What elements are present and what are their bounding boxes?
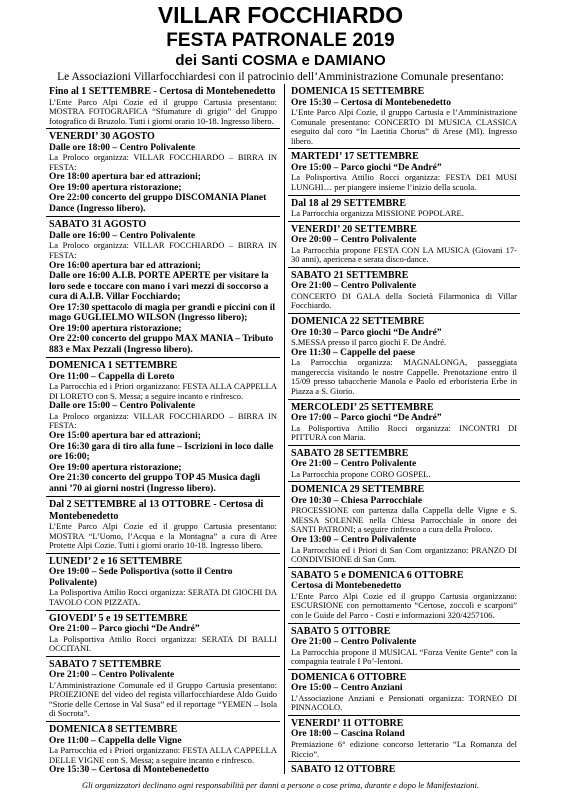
event-time-place: Ore 19:00 – Sede Polisportiva (sotto il Centro Polivalente): [49, 567, 233, 588]
event-date: SABATO 7 SETTEMBRE: [49, 658, 162, 670]
event-description: L’Ente Parco Alpi Cozie ed il gruppo Cartusia presentano: MOSTRA “L’Uomo, l’Acqua e la Montagna” a cura di Aree Protette Alpi Cozie. Tutti i giorni orario 10-18. Ingresso libero.: [49, 521, 277, 551]
event-time-place: Ore 15:00 – Parco giochi “De André”: [291, 162, 442, 173]
event-section: [46, 129, 280, 217]
event-section: [288, 196, 520, 222]
event-time-place: Dalle ore 15:00 – Centro Polivalente: [49, 401, 196, 412]
event-description: PROCESSIONE con partenza dalla Cappella delle Vigne e S. MESSA SOLENNE nella Chiesa Parrocchiale in onore dei SANTI PATRONI; a seguire rinfresco a cura della Proloco.: [291, 505, 517, 535]
event-date: Dal 18 al 29 SETTEMBRE: [291, 197, 407, 209]
event-description: La Polisportiva Attilio Rocci organizza: SERATA DI BALLI OCCITANI.: [49, 633, 277, 654]
event-description: L’Ente Parco Alpi Cozie ed il gruppo Cartusia presentano: MOSTRA FOTOGRAFICA “Sfumature di grigio” del Gruppo fotografico di Bruzolo. Tutti i giorni orario 10-18. Ingresso libero.: [49, 96, 277, 126]
event-description: La Polisportiva Attilio Rocci organizza: FESTA DEI MUSI LUNGHI… per piangere insieme l’inizio della scuola.: [291, 172, 517, 192]
event-section: [288, 222, 520, 268]
event-description: CONCERTO DI GALA della Società Filarmonica di Villar Focchiardo.: [291, 290, 517, 311]
event-section: [288, 446, 520, 483]
event-time-place: Ore 13:00 – Centro Polivalente: [291, 535, 417, 546]
event-description: La Parrocchia ed i Priori organizzano: FESTA ALLA CAPPELLA DI LORETO con S. Messa; a seguire incanto e rinfresco.: [49, 381, 277, 401]
event-section: [288, 268, 520, 314]
event-date: VENERDI’ 30 AGOSTO: [49, 131, 155, 143]
event-description: La Parrocchia organizza MISSIONE POPOLARE.: [291, 208, 464, 219]
event-section: [46, 611, 280, 657]
poster-subtitle: FESTA PATRONALE 2019: [166, 30, 395, 51]
event-date: DOMENICA 6 OTTOBRE: [291, 671, 407, 683]
event-description: L’Ente Parco Alpi Cozie, il gruppo Cartusia e l’Amministrazione Comunale presentano: CONCERTO DI MUSICA CLASSICA eseguito dal coro “In Laetitia Chorus” di Arese (MI). Ingresso libero.: [291, 107, 517, 146]
event-time-place: Ore 15:00 – Centro Anziani: [291, 683, 403, 694]
event-time-place: Ore 15:00 apertura bar ed attrazioni;: [49, 431, 201, 442]
event-time-place: Certosa di Montebenedetto: [291, 581, 402, 592]
event-section: [288, 762, 520, 775]
event-date: Fino al 1 SETTEMBRE - Certosa di Montebenedetto: [49, 86, 276, 97]
event-date: VENERDI’ 11 OTTOBRE: [291, 717, 404, 729]
event-section: [288, 670, 520, 716]
event-time-place: Ore 22:00 concerto del gruppo DISCOMANIA Planet Dance (Ingresso libero).: [49, 193, 267, 214]
event-time-place: Ore 16:30 gara di tiro alla fune – Iscrizioni in loco dalle ore 16:00;: [49, 441, 274, 463]
event-date: MERCOLEDI’ 25 SETTEMBRE: [291, 401, 434, 413]
event-time-place: Ore 16:00 apertura bar ed attrazioni;: [49, 260, 201, 271]
event-section: [46, 722, 280, 775]
event-date: DOMENICA 29 SETTEMBRE: [291, 484, 425, 496]
event-section: [288, 482, 520, 567]
event-date: DOMENICA 15 SETTEMBRE: [291, 86, 425, 97]
event-section: [288, 84, 520, 149]
event-description: La Parrocchia organizza: MAGNALONGA, passeggiata mangereccia visitando le nostre Cappelle. Prenotazione entro il 15/09 presso tabaccherie Manola e Paolo ed erboristeria Erbe in Piazza a S. Giorio.: [291, 357, 517, 396]
disclaimer: Gli organizzatori declinano ogni responsabilità per danni a persone o cose prima, durante e dopo le Manifestazioni.: [82, 780, 479, 790]
event-section: [46, 217, 280, 358]
event-date: DOMENICA 8 SETTEMBRE: [49, 724, 178, 736]
event-time-place: Ore 22:00 concerto del gruppo MAX MANIA – Tributo 883 e Max Pezzali (Ingresso libero).: [49, 334, 274, 355]
event-time-place: Ore 21:00 – Centro Polivalente: [291, 637, 417, 648]
event-time-place: Ore 20:00 – Centro Polivalente: [291, 235, 417, 246]
event-time-place: Dalle ore 16:00 – Centro Polivalente: [49, 230, 196, 241]
event-time-place: Ore 19:00 apertura ristorazione;: [49, 462, 182, 473]
event-time-place: Ore 15:30 – Certosa di Montebenedetto: [49, 765, 209, 775]
event-time-place: Ore 10:30 – Chiesa Parrocchiale: [291, 495, 423, 506]
event-time-place: Ore 17:00 – Parco giochi “De André”: [291, 413, 442, 423]
event-description: S.MESSA presso il parco giochi F. De André.: [291, 337, 447, 348]
event-time-place: Ore 17:30 spettacolo di magia per grandi e piccini con il mago GUGLIELMO WILSON (Ingresso libero);: [49, 302, 276, 324]
column-divider: [284, 84, 285, 774]
event-time-place: Ore 21:00 – Parco giochi “De André”: [49, 624, 200, 634]
poster-saints: dei Santi COSMA e DAMIANO: [175, 52, 386, 69]
event-time-place: Ore 19:00 apertura ristorazione;: [49, 182, 182, 193]
event-date: MARTEDI’ 17 SETTEMBRE: [291, 151, 419, 163]
poster-intro: Le Associazioni Villarfocchiardesi con il patrocinio dell’Amministrazione Comunale presentano:: [57, 71, 504, 83]
event-time-place: Ore 18:00 apertura bar ed attrazioni;: [49, 172, 201, 183]
event-description: La Polisportiva Attilio Rocci organizza: SERATA DI GIOCHI DA TAVOLO CON PIZZATA.: [49, 587, 277, 607]
event-description: L’Associazione Anziani e Pensionati organizza: TORNEO DI PINNACOLO.: [291, 692, 517, 713]
event-date: SABATO 5 OTTOBRE: [291, 625, 391, 637]
event-date: SABATO 21 SETTEMBRE: [291, 269, 409, 281]
event-time-place: Ore 21:00 – Centro Polivalente: [291, 459, 417, 470]
poster-title: VILLAR FOCCHIARDO: [157, 2, 404, 28]
event-section: [288, 149, 520, 195]
event-description: La Proloco organizza: VILLAR FOCCHIARDO – BIRRA IN FESTA:: [49, 152, 277, 172]
event-time-place: Ore 18:00 – Cascina Roland: [291, 729, 405, 740]
event-description: La Proloco organizza: VILLAR FOCCHIARDO – BIRRA IN FESTA:: [49, 410, 277, 431]
event-date: DOMENICA 1 SETTEMBRE: [49, 360, 178, 372]
event-time-place: Ore 11:00 – Cappella delle Vigne: [49, 735, 182, 746]
left-column: [46, 84, 280, 775]
event-section: [288, 568, 520, 624]
event-date: SABATO 31 AGOSTO: [49, 219, 147, 231]
event-date: SABATO 12 OTTOBRE: [291, 764, 396, 775]
event-description: Premiazione 6° edizione concorso letterario “La Romanza del Riccio”.: [291, 738, 517, 759]
event-description: La Polisportiva Attilio Rocci organizza: INCONTRI DI PITTURA con Maria.: [291, 422, 517, 443]
event-section: [46, 497, 280, 554]
event-description: L’Ente Parco Alpi Cozie ed il gruppo Cartusia organizzano: ESCURSIONE con pernottamento “Certose, zoccoli e scarponi” con le Guide del Parco - Costi e informazioni 320/4257106.: [291, 590, 517, 620]
event-section: [288, 400, 520, 446]
event-description: La Parrocchia ed i Priori di San Com organizzano: PRANZO DI CONDIVISIONE di San Com.: [291, 544, 517, 565]
event-date: VENERDI’ 20 SETTEMBRE: [291, 223, 417, 235]
event-description: La Parrocchia propone CORO GOSPEL.: [291, 468, 431, 479]
event-time-place: Ore 21:00 – Centro Polivalente: [49, 670, 175, 681]
event-time-place: Ore 11:30 – Cappelle del paese: [291, 347, 416, 358]
event-time-place: Ore 15:30 – Certosa di Montebenedetto: [291, 97, 451, 108]
event-section: [46, 657, 280, 722]
event-description: L’Amministrazione Comunale ed il Gruppo Cartusia presentano: PROIEZIONE del video del regista villarfocchiardese Aldo Guido “Storie delle Certose in Val Susa” ed il reportage “YEMEN – Isola di Socrota”.: [49, 679, 277, 719]
event-time-place: Ore 11:00 – Cappella di Loreto: [49, 371, 175, 382]
event-date: SABATO 5 e DOMENICA 6 OTTOBRE: [291, 569, 464, 581]
event-date: LUNEDI’ 2 e 16 SETTEMBRE: [49, 555, 183, 567]
event-section: [288, 624, 520, 670]
event-section: [46, 554, 280, 611]
event-description: La Parrocchia ed i Priori organizzano: FESTA ALLA CAPPELLA DELLE VIGNE con S. Messa; a seguire incanto e rinfresco.: [49, 745, 277, 765]
event-section: [46, 84, 280, 129]
event-time-place: Dalle ore 16:00 A.I.B. PORTE APERTE per visitare la loro sede e toccare con mano i vari mezzi di soccorso a cura di A.I.B. Villar Focchiardo;: [49, 271, 269, 303]
event-time-place: Ore 21:00 – Centro Polivalente: [291, 281, 417, 292]
event-description: La Parrocchia propone il MUSICAL “Forza Venite Gente” con la compagnia teatrale I Po’-lentoni.: [291, 646, 517, 667]
event-time-place: Ore 10:30 – Parco giochi “De André”: [291, 327, 442, 338]
event-date: Dal 2 SETTEMBRE al 13 OTTOBRE - Certosa di Montebenedetto: [49, 499, 264, 522]
event-time-place: Dalle ore 18:00 – Centro Polivalente: [49, 142, 196, 153]
right-column: [288, 84, 520, 775]
event-section: [288, 314, 520, 399]
event-section: [288, 716, 520, 762]
event-date: SABATO 28 SETTEMBRE: [291, 447, 409, 459]
event-section: [46, 358, 280, 497]
event-description: La Parrocchia propone FESTA CON LA MUSICA (Giovani 17-30 anni), apericena e serata disco-dance.: [291, 244, 517, 265]
event-time-place: Ore 19:00 apertura ristorazione;: [49, 323, 182, 334]
event-description: La Proloco organizza: VILLAR FOCCHIARDO – BIRRA IN FESTA:: [49, 240, 277, 261]
event-time-place: Ore 21:30 concerto del gruppo TOP 45 Musica dagli anni ’70 ai giorni nostri (Ingresso libero).: [49, 473, 261, 494]
event-date: GIOVEDI’ 5 e 19 SETTEMBRE: [49, 612, 188, 624]
event-date: DOMENICA 22 SETTEMBRE: [291, 316, 425, 328]
